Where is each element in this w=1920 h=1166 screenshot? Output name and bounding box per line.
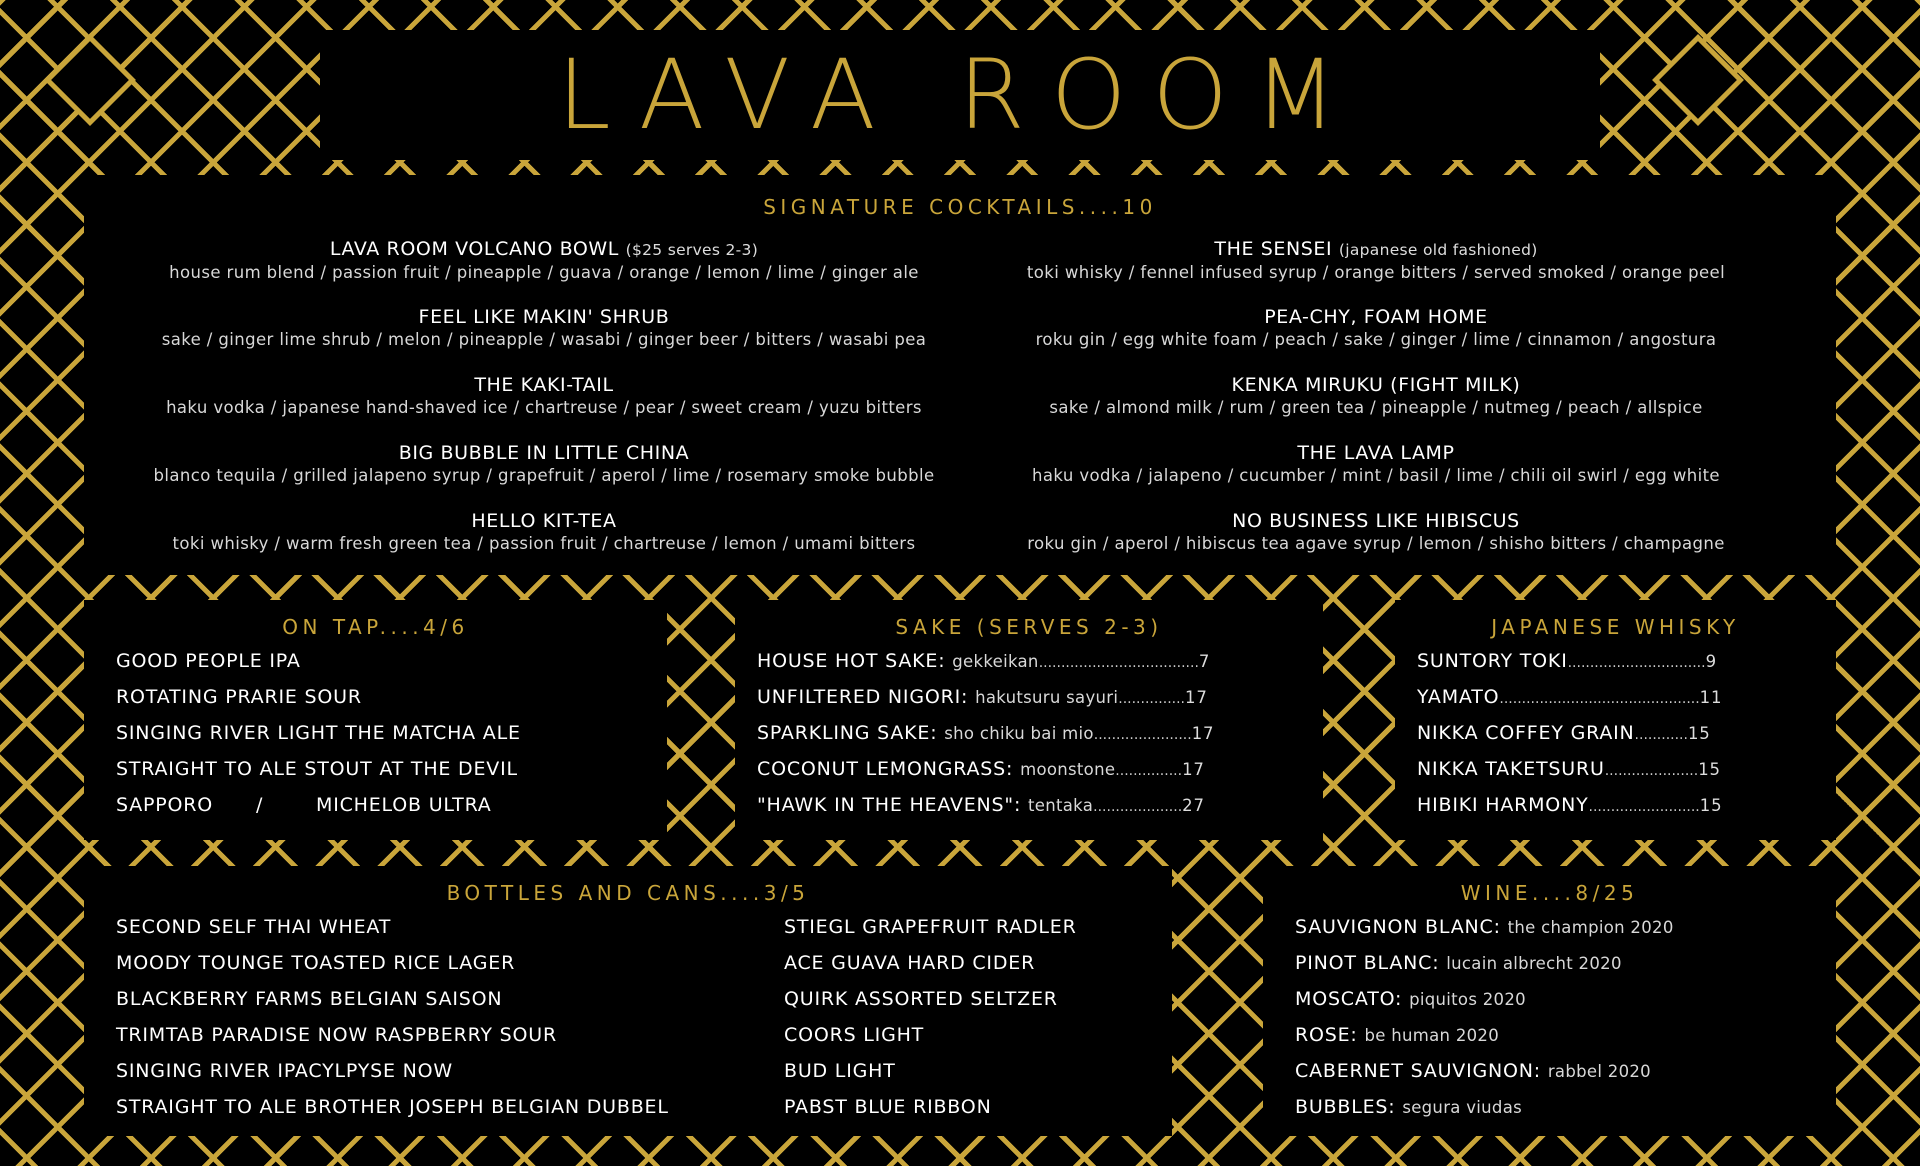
cocktail-name: LAVA ROOM VOLCANO BOWL <box>329 238 619 260</box>
cocktail-name: KENKA MIRUKU (FIGHT MILK) <box>1231 374 1521 396</box>
cocktail-item <box>916 441 1836 487</box>
diamond-ornament-left-icon <box>30 20 150 140</box>
cocktail-ingredients: blanco tequila / grilled jalapeno syrup / grapefruit / aperol / lime / rosemary smoke bubble <box>153 466 935 485</box>
whisky-list <box>1417 643 1722 823</box>
tap-item-sapporo: SAPPORO <box>116 794 214 816</box>
sake-brand: tentaka <box>1028 796 1094 815</box>
wine-label: rabbel 2020 <box>1547 1062 1651 1081</box>
price: 7 <box>1198 652 1211 671</box>
title-panel <box>320 30 1600 160</box>
wine-list <box>1295 909 1674 1125</box>
wine-label: piquitos 2020 <box>1409 990 1526 1009</box>
on-tap-list <box>116 643 521 823</box>
cocktail-ingredients: haku vodka / jalapeno / cucumber / mint / basil / lime / chili oil swirl / egg white <box>1032 466 1720 485</box>
list-item: SINGING RIVER IPACYLPYSE NOW <box>116 1060 453 1082</box>
cocktail-note: (japanese old fashioned) <box>1338 241 1538 259</box>
list-item <box>757 643 1214 679</box>
cocktail-ingredients: roku gin / aperol / hibiscus tea agave syrup / lemon / shisho bitters / champagne <box>1027 534 1725 553</box>
wine-label: be human 2020 <box>1364 1026 1500 1045</box>
list-item <box>757 679 1214 715</box>
diamond-ornament-right-icon <box>1638 20 1758 140</box>
wine-label: lucain albrecht 2020 <box>1446 954 1622 973</box>
list-item: PABST BLUE RIBBON <box>784 1096 992 1118</box>
price: 15 <box>1698 760 1721 779</box>
cocktail-name: NO BUSINESS LIKE HIBISCUS <box>1232 510 1520 532</box>
list-item <box>1295 909 1674 945</box>
cocktail-item <box>916 305 1836 351</box>
price: 17 <box>1185 688 1208 707</box>
list-item <box>1295 1053 1674 1089</box>
leader-dots: .................................... <box>1038 655 1199 671</box>
sake-list <box>757 643 1214 823</box>
wine-name: ROSE: <box>1295 1024 1358 1046</box>
cocktail-name: THE SENSEI <box>1214 238 1333 260</box>
leader-dots: ............... <box>1115 763 1183 779</box>
bottles-list-left <box>116 909 669 1125</box>
cocktail-ingredients: toki whisky / warm fresh green tea / passion fruit / chartreuse / lemon / umami bitters <box>172 534 916 553</box>
whisky-name: NIKKA TAKETSURU <box>1417 758 1605 780</box>
cocktail-name: THE LAVA LAMP <box>1297 442 1455 464</box>
cocktail-ingredients: toki whisky / fennel infused syrup / orange bitters / served smoked / orange peel <box>1026 263 1726 282</box>
wine-name: CABERNET SAUVIGNON: <box>1295 1060 1541 1082</box>
wine-name: BUBBLES: <box>1295 1096 1396 1118</box>
whisky-name: HIBIKI HARMONY <box>1417 794 1589 816</box>
leader-dots: ......................... <box>1588 799 1700 815</box>
list-item <box>1295 981 1674 1017</box>
cocktail-item <box>916 509 1836 555</box>
cocktail-ingredients: roku gin / egg white foam / peach / sake / ginger / lime / cinnamon / angostura <box>1035 330 1717 349</box>
whisky-name: NIKKA COFFEY GRAIN <box>1417 722 1635 744</box>
price: 11 <box>1699 688 1723 707</box>
list-item <box>757 751 1214 787</box>
list-item: BUD LIGHT <box>784 1060 896 1082</box>
leader-dots: ..................... <box>1604 763 1699 779</box>
whisky-name: YAMATO <box>1417 686 1500 708</box>
list-item: GOOD PEOPLE IPA <box>116 650 301 672</box>
list-item <box>1295 945 1674 981</box>
list-item <box>1295 1017 1674 1053</box>
cocktail-item <box>916 373 1836 419</box>
sake-brand: gekkeikan <box>952 652 1039 671</box>
page-title: LAVA ROOM <box>557 39 1363 151</box>
cocktail-item <box>84 441 1004 487</box>
list-item: STRAIGHT TO ALE STOUT AT THE DEVIL <box>116 758 518 780</box>
cocktail-item <box>84 373 1004 419</box>
wine-label: the champion 2020 <box>1507 918 1674 937</box>
sake-panel <box>735 600 1323 840</box>
whisky-name: SUNTORY TOKI <box>1417 650 1568 672</box>
wine-name: PINOT BLANC: <box>1295 952 1440 974</box>
cocktail-name: FEEL LIKE MAKIN' SHRUB <box>418 306 670 328</box>
sake-name: HOUSE HOT SAKE: <box>757 650 946 672</box>
tap-item-michelob: MICHELOB ULTRA <box>316 794 492 816</box>
wine-panel <box>1263 866 1836 1136</box>
bottles-and-cans-panel <box>84 866 1172 1136</box>
cocktail-note: ($25 serves 2-3) <box>625 241 759 259</box>
cocktail-name: BIG BUBBLE IN LITTLE CHINA <box>398 442 690 464</box>
list-item: COORS LIGHT <box>784 1024 925 1046</box>
wine-name: SAUVIGNON BLANC: <box>1295 916 1501 938</box>
cocktail-item <box>916 237 1836 284</box>
list-item: BLACKBERRY FARMS BELGIAN SAISON <box>116 988 503 1010</box>
on-tap-heading: ON TAP....4/6 <box>282 615 469 639</box>
list-item: TRIMTAB PARADISE NOW RASPBERRY SOUR <box>116 1024 557 1046</box>
list-item <box>116 787 521 823</box>
price: 15 <box>1699 796 1723 815</box>
cocktail-ingredients: house rum blend / passion fruit / pineapple / guava / orange / lemon / lime / ginger ale <box>169 263 919 282</box>
cocktail-item <box>84 237 1004 284</box>
cocktail-ingredients: sake / almond milk / rum / green tea / pineapple / nutmeg / peach / allspice <box>1049 398 1703 417</box>
cocktail-name: HELLO KIT-TEA <box>471 510 617 532</box>
list-item <box>1417 751 1722 787</box>
leader-dots: ...................... <box>1093 727 1192 743</box>
list-item <box>1417 787 1722 823</box>
signature-cocktails-panel <box>84 175 1836 575</box>
signature-cocktails-heading: SIGNATURE COCKTAILS....10 <box>763 195 1157 219</box>
japanese-whisky-heading: JAPANESE WHISKY <box>1491 615 1740 639</box>
sake-name: COCONUT LEMONGRASS: <box>757 758 1014 780</box>
cocktail-name: PEA-CHY, FOAM HOME <box>1264 306 1488 328</box>
bottles-list-right <box>784 909 1077 1125</box>
wine-name: MOSCATO: <box>1295 988 1403 1010</box>
list-item: MOODY TOUNGE TOASTED RICE LAGER <box>116 952 516 974</box>
leader-dots: ............................................. <box>1499 691 1700 707</box>
price: 17 <box>1182 760 1205 779</box>
wine-label: segura viudas <box>1402 1098 1523 1117</box>
list-item <box>1295 1089 1674 1125</box>
list-item: QUIRK ASSORTED SELTZER <box>784 988 1058 1010</box>
sake-heading: SAKE (SERVES 2-3) <box>895 615 1163 639</box>
list-item: ACE GUAVA HARD CIDER <box>784 952 1036 974</box>
list-item <box>1417 715 1722 751</box>
list-item <box>757 715 1214 751</box>
cocktail-item <box>84 305 1004 351</box>
list-item: ROTATING PRARIE SOUR <box>116 686 362 708</box>
price: 17 <box>1191 724 1215 743</box>
list-item: STRAIGHT TO ALE BROTHER JOSEPH BELGIAN DUBBEL <box>116 1096 669 1118</box>
sake-name: "HAWK IN THE HEAVENS": <box>757 794 1022 816</box>
cocktail-ingredients: haku vodka / japanese hand-shaved ice / chartreuse / pear / sweet cream / yuzu bitters <box>166 398 922 417</box>
list-item <box>1417 679 1722 715</box>
list-item <box>1417 643 1722 679</box>
cocktail-item <box>84 509 1004 555</box>
sake-brand: sho chiku bai mio <box>944 724 1094 743</box>
list-item <box>757 787 1214 823</box>
tap-separator: / <box>256 794 264 816</box>
bottles-and-cans-heading: BOTTLES AND CANS....3/5 <box>446 881 810 905</box>
wine-heading: WINE....8/25 <box>1460 881 1639 905</box>
leader-dots: .................... <box>1093 799 1183 815</box>
price: 15 <box>1687 724 1711 743</box>
cocktail-name: THE KAKI-TAIL <box>474 374 614 396</box>
sake-name: SPARKLING SAKE: <box>757 722 938 744</box>
list-item: SINGING RIVER LIGHT THE MATCHA ALE <box>116 722 521 744</box>
list-item: SECOND SELF THAI WHEAT <box>116 916 392 938</box>
cocktail-ingredients: sake / ginger lime shrub / melon / pineapple / wasabi / ginger beer / bitters / wasabi pea <box>161 330 927 349</box>
sake-brand: moonstone <box>1020 760 1116 779</box>
list-item: STIEGL GRAPEFRUIT RADLER <box>784 916 1077 938</box>
japanese-whisky-panel <box>1395 600 1836 840</box>
leader-dots: ............................... <box>1567 655 1706 671</box>
leader-dots: ............ <box>1634 727 1688 743</box>
price: 27 <box>1182 796 1205 815</box>
sake-name: UNFILTERED NIGORI: <box>757 686 969 708</box>
leader-dots: ............... <box>1118 691 1186 707</box>
on-tap-panel <box>84 600 667 840</box>
price: 9 <box>1705 652 1717 671</box>
sake-brand: hakutsuru sayuri <box>975 688 1119 707</box>
